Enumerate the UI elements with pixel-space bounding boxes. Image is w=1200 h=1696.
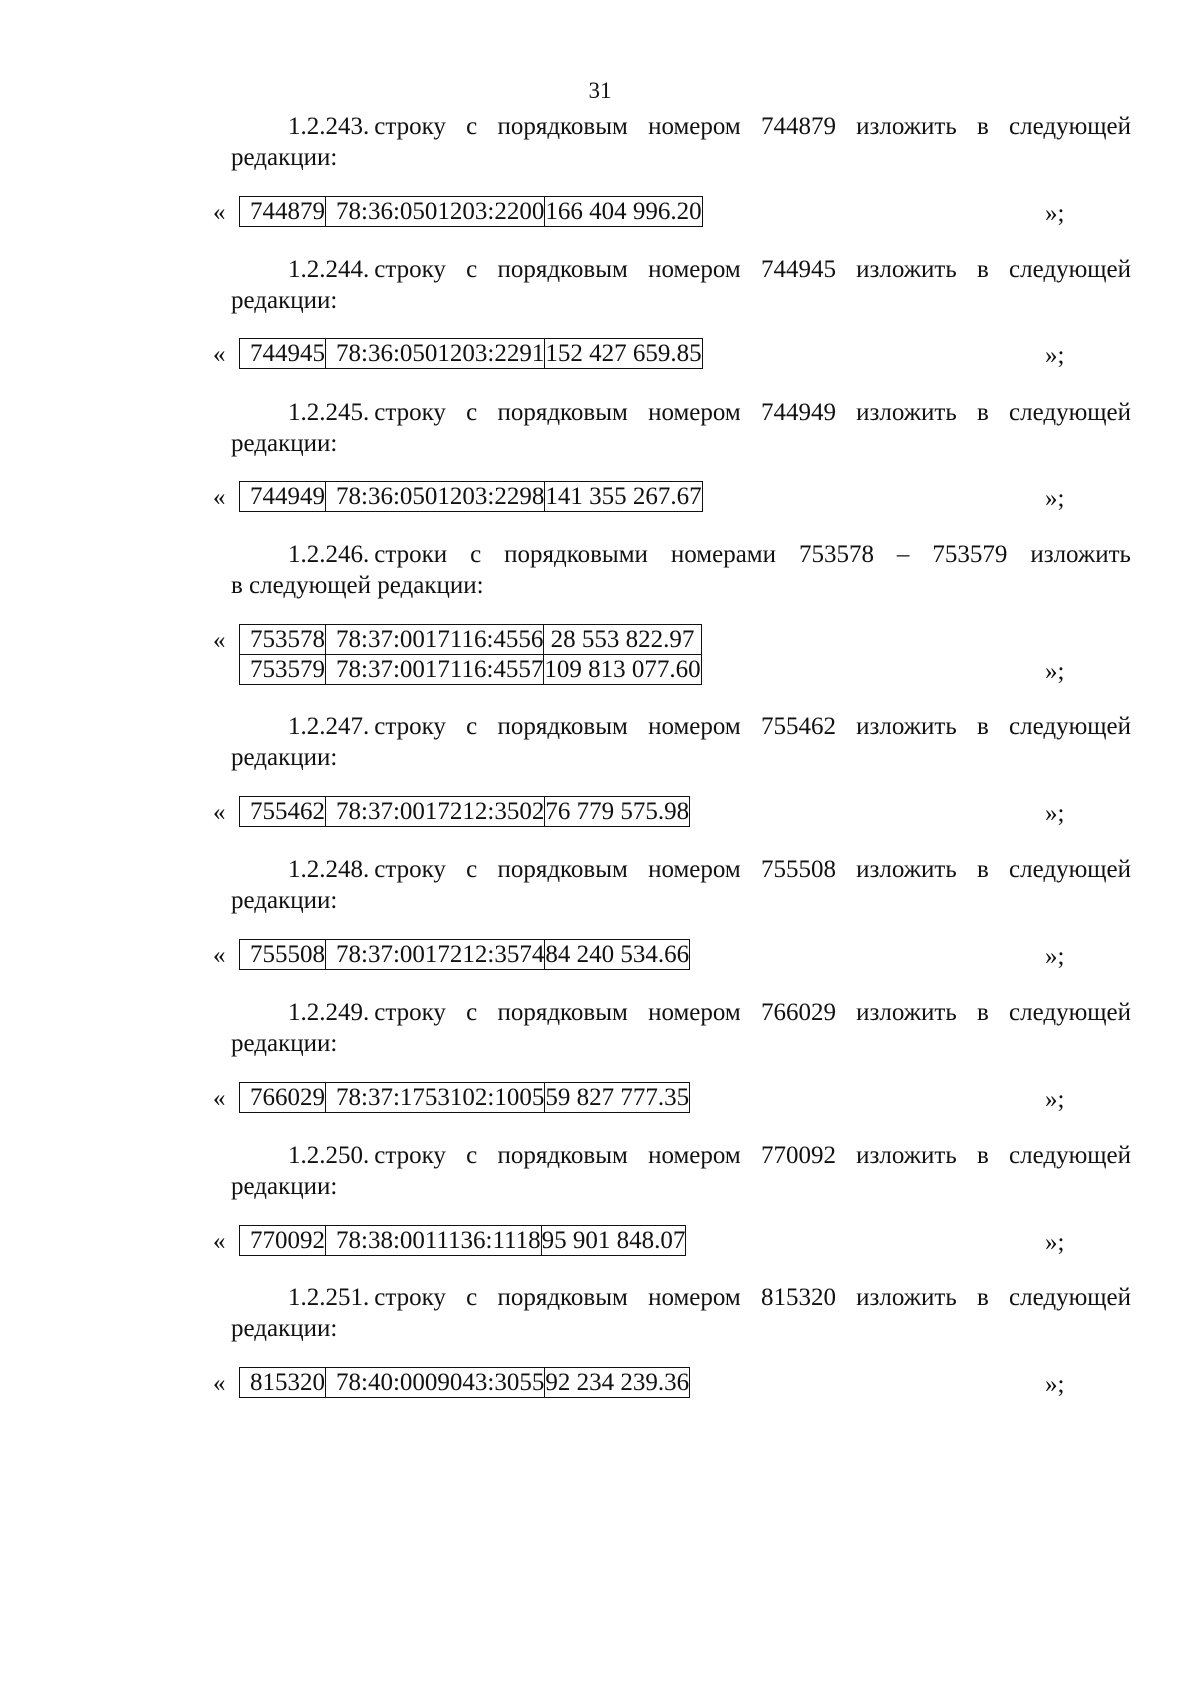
clause-number: 1.2.246.: [288, 541, 370, 568]
clause-word: следующей: [1009, 1284, 1131, 1311]
clause-word: изложить: [856, 999, 957, 1026]
amendment-text: [231, 711, 1131, 773]
clause-heading: [288, 1282, 446, 1313]
record-number: 755462: [240, 797, 326, 827]
closing-quote: »;: [1045, 1086, 1065, 1113]
closing-quote: »;: [1045, 200, 1065, 227]
amendment-line-2: редакции:: [231, 430, 338, 457]
amendment-line-2: редакции:: [231, 144, 338, 171]
clause-word: номером: [648, 1284, 741, 1311]
cadastral-value: 109 813 077.60: [544, 656, 701, 683]
record-table: [239, 939, 690, 970]
clause-word: порядковым: [497, 113, 628, 140]
amendment-line-1: [231, 539, 1131, 570]
cadastral-value: 152 427 659.85: [545, 340, 702, 367]
clause-word: 744879: [760, 113, 836, 140]
clause-word: с: [466, 1142, 478, 1169]
amendment-line-1: [231, 397, 1131, 428]
clause-word: с: [466, 399, 478, 426]
cadastral-value: 28 553 822.97: [544, 625, 701, 655]
clause-word: изложить: [856, 713, 957, 740]
record-number: 753579: [240, 655, 326, 685]
clause-word: следующей: [1009, 713, 1131, 740]
record-number: 753578: [240, 625, 326, 655]
cadastral-number: 78:37:0017212:3502: [326, 797, 545, 827]
table-row: [240, 625, 702, 655]
opening-quote: «: [213, 199, 226, 226]
amendment-text: [231, 997, 1131, 1059]
clause-word: номером: [648, 1142, 741, 1169]
clause-word: номером: [648, 256, 741, 283]
opening-quote: «: [213, 1228, 226, 1255]
cadastral-number: 78:40:0009043:3055: [326, 1368, 545, 1398]
amendment-text: [231, 111, 1131, 173]
cadastral-value: 95 901 848.07: [541, 1227, 686, 1254]
clause-word: в: [976, 999, 989, 1026]
amendment-text: [231, 1140, 1131, 1202]
record-number: 770092: [240, 1226, 326, 1256]
opening-quote: «: [213, 341, 226, 368]
record-table: [239, 1225, 686, 1256]
amendment-line-2: редакции:: [231, 1173, 338, 1200]
clause-number: 1.2.249.: [288, 999, 370, 1026]
table-row: [240, 655, 702, 685]
clause-word: порядковым: [497, 399, 628, 426]
clause-word: в: [976, 256, 989, 283]
clause-number: 1.2.248.: [288, 856, 370, 883]
clause-number: 1.2.247.: [288, 713, 370, 740]
clause-word: строку: [374, 999, 446, 1026]
clause-word: строку: [374, 113, 446, 140]
closing-quote: »;: [1045, 800, 1065, 827]
clause-word: в: [976, 856, 989, 883]
record-table: [239, 1082, 690, 1113]
clause-word: следующей: [1009, 113, 1131, 140]
clause-word: изложить: [856, 399, 957, 426]
cadastral-number: 78:36:0501203:2200: [326, 197, 545, 227]
clause-word: с: [470, 541, 482, 568]
clause-word: в: [976, 399, 989, 426]
closing-quote: »;: [1045, 943, 1065, 970]
clause-word: 744945: [760, 256, 836, 283]
closing-quote: »;: [1045, 485, 1065, 512]
cadastral-number: 78:37:0017116:4556: [326, 625, 544, 655]
clause-word: 753578: [798, 541, 874, 568]
clause-word: порядковыми: [504, 541, 648, 568]
record-table: [239, 1367, 690, 1398]
amendment-line-2: редакции:: [231, 1315, 338, 1342]
clause-word: строку: [374, 399, 446, 426]
clause-word: строку: [374, 1142, 446, 1169]
table-row: [240, 197, 703, 227]
clause-word: номером: [648, 399, 741, 426]
clause-word: номером: [648, 856, 741, 883]
cadastral-number: 78:37:0017116:4557: [326, 655, 544, 685]
opening-quote: «: [213, 942, 226, 969]
clause-word: в: [976, 713, 989, 740]
amendment-line-2: редакции:: [231, 1030, 338, 1057]
cadastral-value: 76 779 575.98: [545, 798, 690, 825]
amendment-line-1: [231, 711, 1131, 742]
opening-quote: «: [213, 1085, 226, 1112]
closing-quote: »;: [1045, 658, 1065, 685]
amendment-line-1: [231, 854, 1131, 885]
clause-word: с: [466, 256, 478, 283]
clause-word: 815320: [760, 1284, 836, 1311]
amendment-text: [231, 397, 1131, 459]
clause-word: номером: [648, 999, 741, 1026]
closing-quote: »;: [1045, 1229, 1065, 1256]
clause-word: порядковым: [497, 999, 628, 1026]
clause-word: с: [466, 856, 478, 883]
clause-word: строку: [374, 713, 446, 740]
clause-number: 1.2.243.: [288, 113, 370, 140]
clause-heading: [288, 854, 446, 885]
record-table: [239, 196, 703, 227]
cadastral-value: 59 827 777.35: [545, 1084, 690, 1111]
clause-heading: [288, 711, 446, 742]
clause-word: порядковым: [497, 1284, 628, 1311]
clause-word: следующей: [1009, 256, 1131, 283]
record-number: 744949: [240, 482, 326, 512]
clause-word: следующей: [1009, 999, 1131, 1026]
amendment-text: [231, 854, 1131, 916]
cadastral-value: 92 234 239.36: [545, 1369, 690, 1396]
amendment-line-2: редакции:: [231, 887, 338, 914]
table-row: [240, 339, 703, 369]
amendment-line-2: в следующей редакции:: [231, 572, 484, 599]
opening-quote: «: [213, 484, 226, 511]
clause-word: в: [976, 113, 989, 140]
cadastral-number: 78:37:0017212:3574: [326, 940, 545, 970]
clause-word: следующей: [1009, 399, 1131, 426]
clause-word: изложить: [856, 856, 957, 883]
table-row: [240, 1226, 686, 1256]
clause-heading: [288, 254, 446, 285]
record-number: 744945: [240, 339, 326, 369]
table-row: [240, 1368, 690, 1398]
record-number: 766029: [240, 1083, 326, 1113]
amendment-line-1: [231, 1282, 1131, 1313]
clause-word: изложить: [1030, 541, 1131, 568]
amendment-line-1: [231, 254, 1131, 285]
opening-quote: «: [213, 1370, 226, 1397]
clause-word: 753579: [932, 541, 1008, 568]
clause-number: 1.2.250.: [288, 1142, 370, 1169]
clause-word: –: [896, 541, 910, 568]
clause-word: 755462: [760, 713, 836, 740]
clause-word: порядковым: [497, 856, 628, 883]
clause-word: изложить: [856, 113, 957, 140]
cadastral-value: 84 240 534.66: [545, 941, 690, 968]
clause-word: 755508: [760, 856, 836, 883]
record-number: 815320: [240, 1368, 326, 1398]
record-table: [239, 796, 690, 827]
opening-quote: «: [213, 627, 226, 654]
clause-word: в: [976, 1284, 989, 1311]
closing-quote: »;: [1045, 342, 1065, 369]
amendment-text: [231, 539, 1131, 601]
clause-word: с: [466, 999, 478, 1026]
record-number: 755508: [240, 940, 326, 970]
clause-number: 1.2.251.: [288, 1284, 370, 1311]
cadastral-value: 166 404 996.20: [545, 198, 702, 225]
clause-word: в: [976, 1142, 989, 1169]
cadastral-number: 78:37:1753102:1005: [326, 1083, 545, 1113]
clause-heading: [288, 1140, 446, 1171]
clause-heading: [288, 539, 447, 570]
closing-quote: »;: [1045, 1371, 1065, 1398]
clause-word: изложить: [856, 256, 957, 283]
clause-word: порядковым: [497, 713, 628, 740]
clause-word: с: [466, 113, 478, 140]
clause-word: строку: [374, 1284, 446, 1311]
amendment-line-1: [231, 997, 1131, 1028]
cadastral-number: 78:36:0501203:2298: [326, 482, 545, 512]
record-number: 744879: [240, 197, 326, 227]
amendment-line-2: редакции:: [231, 744, 338, 771]
amendment-line-1: [231, 1140, 1131, 1171]
opening-quote: «: [213, 799, 226, 826]
clause-word: порядковым: [497, 256, 628, 283]
table-row: [240, 482, 703, 512]
clause-word: изложить: [856, 1284, 957, 1311]
clause-heading: [288, 997, 446, 1028]
clause-word: порядковым: [497, 1142, 628, 1169]
table-row: [240, 1083, 690, 1113]
record-table: [239, 481, 703, 512]
amendment-line-2: редакции:: [231, 287, 338, 314]
cadastral-value: 141 355 267.67: [545, 483, 702, 510]
clause-number: 1.2.245.: [288, 399, 370, 426]
clause-heading: [288, 111, 446, 142]
amendment-text: [231, 254, 1131, 316]
clause-word: номером: [648, 713, 741, 740]
clause-number: 1.2.244.: [288, 256, 370, 283]
cadastral-number: 78:38:0011136:1118: [326, 1226, 542, 1256]
clause-word: строку: [374, 856, 446, 883]
clause-word: изложить: [856, 1142, 957, 1169]
clause-word: с: [466, 1284, 478, 1311]
clause-heading: [288, 397, 446, 428]
amendment-text: [231, 1282, 1131, 1344]
clause-word: следующей: [1009, 856, 1131, 883]
cadastral-number: 78:36:0501203:2291: [326, 339, 545, 369]
table-row: [240, 797, 690, 827]
clause-word: 766029: [760, 999, 836, 1026]
clause-word: строки: [374, 541, 448, 568]
clause-word: номерами: [670, 541, 776, 568]
clause-word: номером: [648, 113, 741, 140]
clause-word: строку: [374, 256, 446, 283]
amendment-line-1: [231, 111, 1131, 142]
clause-word: с: [466, 713, 478, 740]
record-table: [239, 338, 703, 369]
clause-word: следующей: [1009, 1142, 1131, 1169]
clause-word: 770092: [760, 1142, 836, 1169]
record-table: [239, 624, 702, 685]
clause-word: 744949: [760, 399, 836, 426]
table-row: [240, 940, 690, 970]
page-number: 31: [588, 78, 612, 103]
